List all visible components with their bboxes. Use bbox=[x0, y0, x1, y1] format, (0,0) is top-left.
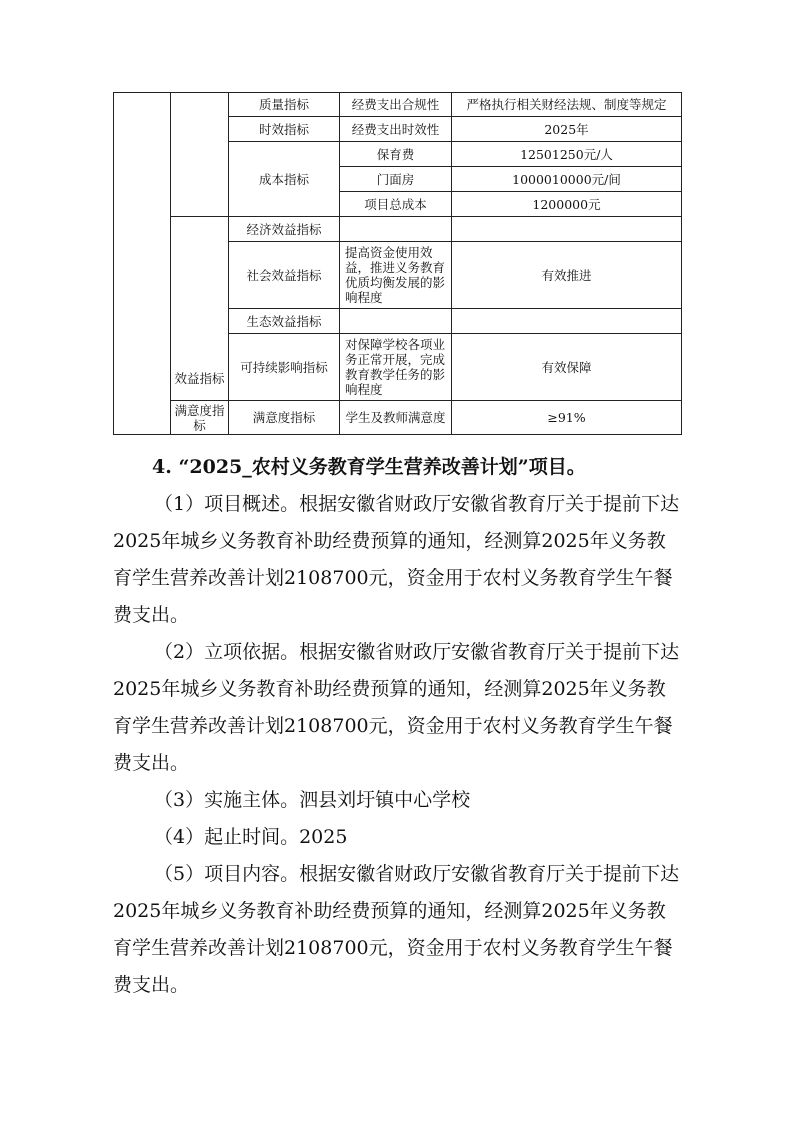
level3-indicator-cell: 满意度指标 bbox=[229, 401, 340, 435]
table-row bbox=[114, 93, 682, 117]
indicator-content-cell bbox=[340, 217, 452, 242]
indicator-content-cell: 项目总成本 bbox=[340, 192, 452, 217]
indicator-value-cell: 12501250元/人 bbox=[452, 142, 682, 167]
indicator-content-cell bbox=[340, 309, 452, 334]
level3-indicator-cell: 成本指标 bbox=[229, 142, 340, 217]
paragraph-project-content: （5）项目内容。根据安徽省财政厅安徽省教育厅关于提前下达2025年城乡义务教育补助经费预算的通知，经测算2025年义务教育学生营养改善计划2108700元，资金用于农村义务教育学生午餐费支出。 bbox=[113, 863, 680, 996]
level2-indicator-cell: 满意度指标 bbox=[171, 401, 229, 435]
level3-indicator-cell: 生态效益指标 bbox=[229, 309, 340, 334]
indicator-value-cell: ≥91% bbox=[452, 401, 682, 435]
table-row bbox=[114, 401, 682, 435]
indicator-content-cell: 对保障学校各项业务正常开展，完成教育教学任务的影响程度 bbox=[340, 334, 452, 401]
indicator-value-cell: 1000010000元/间 bbox=[452, 167, 682, 192]
level3-indicator-cell: 经济效益指标 bbox=[229, 217, 340, 242]
level3-indicator-cell: 可持续影响指标 bbox=[229, 334, 340, 401]
indicator-value-cell: 有效保障 bbox=[452, 334, 682, 401]
level1-indicator-cell bbox=[114, 93, 171, 435]
paragraph-project-overview: （1）项目概述。根据安徽省财政厅安徽省教育厅关于提前下达2025年城乡义务教育补助经费预算的通知，经测算2025年义务教育学生营养改善计划2108700元，资金用于农村义务教育学生午餐费支出。 bbox=[113, 493, 680, 626]
indicator-content-cell: 经费支出合规性 bbox=[340, 93, 452, 117]
level2-indicator-cell bbox=[171, 93, 229, 217]
paragraph-implementing-entity: （3）实施主体。泗县刘圩镇中心学校 bbox=[154, 789, 471, 811]
section-heading: 4. “2025_农村义务教育学生营养改善计划”项目。 bbox=[152, 456, 586, 478]
performance-indicator-table bbox=[113, 92, 682, 435]
paragraph-project-period: （4）起止时间。2025 bbox=[154, 826, 348, 848]
indicator-value-cell: 有效推进 bbox=[452, 242, 682, 309]
indicator-value-cell: 1200000元 bbox=[452, 192, 682, 217]
indicator-content-cell: 门面房 bbox=[340, 167, 452, 192]
indicator-value-cell bbox=[452, 309, 682, 334]
level3-indicator-cell: 社会效益指标 bbox=[229, 242, 340, 309]
indicator-content-cell: 保育费 bbox=[340, 142, 452, 167]
indicator-value-cell: 2025年 bbox=[452, 117, 682, 142]
indicator-value-cell: 严格执行相关财经法规、制度等规定 bbox=[452, 93, 682, 117]
indicator-content-cell: 提高资金使用效益，推进义务教育优质均衡发展的影响程度 bbox=[340, 242, 452, 309]
table-row bbox=[114, 217, 682, 242]
indicator-content-cell: 学生及教师满意度 bbox=[340, 401, 452, 435]
level3-indicator-cell: 时效指标 bbox=[229, 117, 340, 142]
paragraph-project-basis: （2）立项依据。根据安徽省财政厅安徽省教育厅关于提前下达2025年城乡义务教育补助经费预算的通知，经测算2025年义务教育学生营养改善计划2108700元，资金用于农村义务教育学生午餐费支出。 bbox=[113, 641, 680, 774]
level3-indicator-cell: 质量指标 bbox=[229, 93, 340, 117]
indicator-content-cell: 经费支出时效性 bbox=[340, 117, 452, 142]
level2-indicator-cell: 效益指标 bbox=[171, 217, 229, 401]
indicator-value-cell bbox=[452, 217, 682, 242]
